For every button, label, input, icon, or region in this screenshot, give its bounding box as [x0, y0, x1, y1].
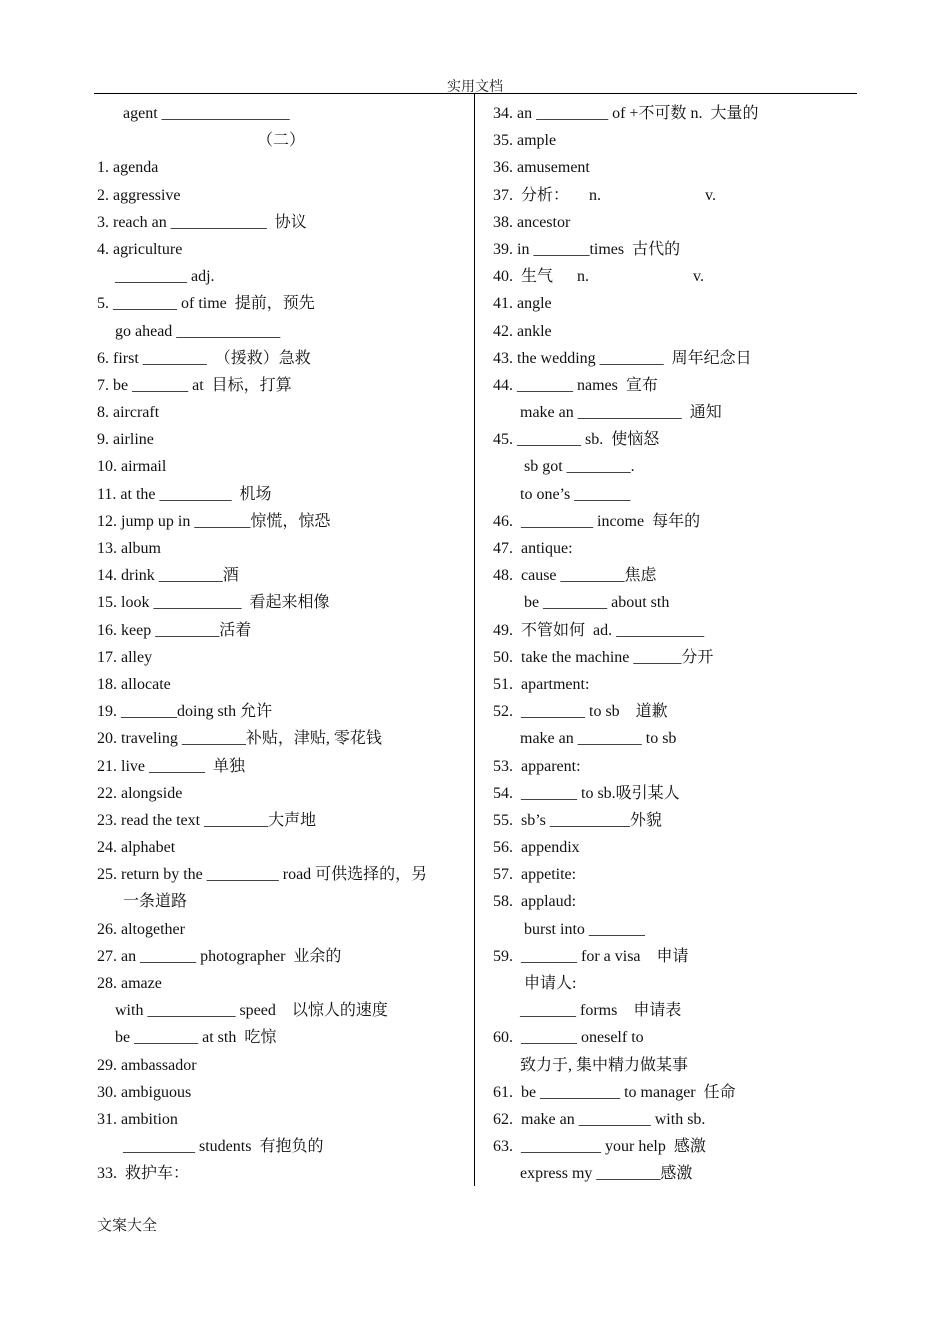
- vocab-line: 致力于, 集中精力做某事: [520, 1056, 689, 1074]
- vocab-line: 42. ankle: [493, 322, 552, 340]
- vocab-line: 35. ample: [493, 132, 557, 150]
- vocab-line: 45. ________ sb. 使恼怒: [493, 431, 660, 449]
- vocab-line: 23. read the text ________大声地: [97, 811, 317, 829]
- vocab-line: 55. sb’s __________外貌: [493, 811, 662, 829]
- vocab-line: 11. at the _________ 机场: [97, 485, 272, 503]
- vocab-line: be ________ about sth: [524, 594, 670, 612]
- vocab-line: 10. airmail: [97, 458, 167, 476]
- vocab-line: 29. ambassador: [97, 1056, 197, 1074]
- vocab-line: 24. alphabet: [97, 839, 176, 857]
- vocab-line: 12. jump up in _______惊慌，惊恐: [97, 512, 331, 530]
- vocab-line: 3. reach an ____________ 协议: [97, 213, 307, 231]
- vocab-line: 8. aircraft: [97, 404, 160, 422]
- vocab-line: 27. an _______ photographer 业余的: [97, 947, 342, 965]
- vocab-line: 28. amaze: [97, 975, 162, 992]
- page-footer: 文案大全: [97, 1218, 158, 1234]
- column-divider: [474, 94, 475, 1186]
- vocab-line: 6. first ________ （援救）急救: [97, 349, 311, 367]
- vocab-line: 50. take the machine ______分开: [493, 648, 714, 666]
- vocab-line: 53. apparent:: [493, 757, 581, 775]
- vocab-line: 56. appendix: [493, 839, 580, 857]
- vocab-line: 33. 救护车：: [97, 1165, 190, 1183]
- vocab-line: _______ forms 申请表: [520, 1002, 682, 1020]
- vocab-line: 21. live _______ 单独: [97, 757, 245, 775]
- page-header: 实用文档: [447, 80, 503, 95]
- vocab-line: 26. altogether: [97, 920, 185, 938]
- vocab-line: 49. 不管如何 ad. ___________: [493, 621, 705, 639]
- vocab-line: go ahead _____________: [115, 322, 281, 340]
- vocab-line: 54. _______ to sb.吸引某人: [493, 784, 680, 802]
- vocab-line: 17. alley: [97, 648, 153, 666]
- vocab-line: 46. _________ income 每年的: [493, 512, 701, 530]
- vocab-line: be ________ at sth 吃惊: [115, 1029, 277, 1047]
- vocab-line: 41. angle: [493, 295, 552, 313]
- vocab-line: 31. ambition: [97, 1110, 178, 1128]
- vocab-line: with ___________ speed 以惊人的速度: [115, 1002, 388, 1020]
- vocab-line: 44. _______ names 宣布: [493, 376, 658, 394]
- vocab-line: express my ________感激: [520, 1165, 693, 1183]
- vocab-line: 20. traveling ________补贴，津贴, 零花钱: [97, 730, 382, 748]
- vocab-line: 37. 分析： n. v.: [493, 186, 716, 204]
- vocab-line: burst into _______: [524, 920, 645, 938]
- vocab-line: 13. album: [97, 540, 161, 557]
- vocab-line: _________ adj.: [115, 268, 215, 286]
- vocab-line: 47. antique:: [493, 540, 573, 557]
- vocab-line: 48. cause ________焦虑: [493, 567, 657, 585]
- vocab-line: 40. 生气 n. v.: [493, 268, 704, 286]
- vocab-line: 19. _______doing sth 允许: [97, 703, 273, 721]
- vocab-line: 57. appetite:: [493, 866, 577, 884]
- vocab-line: 38. ancestor: [493, 213, 571, 231]
- vocab-line: 60. _______ oneself to: [493, 1029, 644, 1047]
- vocab-line: 5. ________ of time 提前，预先: [97, 295, 315, 313]
- vocab-line: _________ students 有抱负的: [123, 1138, 324, 1156]
- vocab-line: 34. an _________ of +不可数 n. 大量的: [493, 105, 759, 122]
- vocab-line: agent ________________: [123, 105, 290, 122]
- vocab-line: 14. drink ________酒: [97, 567, 239, 585]
- vocab-line: 9. airline: [97, 431, 154, 449]
- vocab-line: 25. return by the _________ road 可供选择的，另: [97, 866, 428, 884]
- vocab-line: 1. agenda: [97, 159, 159, 177]
- vocab-line: make an ________ to sb: [520, 730, 677, 748]
- vocab-line: 一条道路: [123, 893, 188, 911]
- vocab-line: 39. in _______times 古代的: [493, 240, 681, 258]
- vocab-line: 4. agriculture: [97, 240, 183, 258]
- vocab-line: to one’s _______: [520, 485, 631, 503]
- vocab-line: 15. look ___________ 看起来相像: [97, 594, 330, 612]
- header-rule: [94, 93, 857, 94]
- right-column: [493, 100, 853, 1188]
- vocab-line: （二）: [257, 132, 306, 150]
- vocab-line: 43. the wedding ________ 周年纪念日: [493, 349, 752, 367]
- vocab-line: make an _____________ 通知: [520, 404, 722, 422]
- vocab-line: 58. applaud:: [493, 893, 577, 911]
- left-column: [97, 100, 467, 1188]
- vocab-line: 36. amusement: [493, 159, 590, 177]
- vocab-line: 62. make an _________ with sb.: [493, 1110, 706, 1128]
- vocab-line: 52. ________ to sb 道歉: [493, 703, 668, 721]
- vocab-line: 63. __________ your help 感激: [493, 1138, 706, 1156]
- vocab-line: 22. alongside: [97, 784, 183, 802]
- vocab-line: 30. ambiguous: [97, 1083, 192, 1101]
- vocab-line: 2. aggressive: [97, 186, 181, 204]
- vocab-line: 申请人:: [524, 975, 577, 992]
- vocab-line: 51. apartment:: [493, 675, 590, 693]
- vocab-line: 7. be _______ at 目标，打算: [97, 376, 292, 394]
- vocab-line: 18. allocate: [97, 675, 171, 693]
- vocab-line: 16. keep ________活着: [97, 621, 252, 639]
- vocab-line: 61. be __________ to manager 任命: [493, 1083, 736, 1101]
- vocab-line: sb got ________.: [524, 458, 635, 476]
- vocab-line: 59. _______ for a visa 申请: [493, 947, 689, 965]
